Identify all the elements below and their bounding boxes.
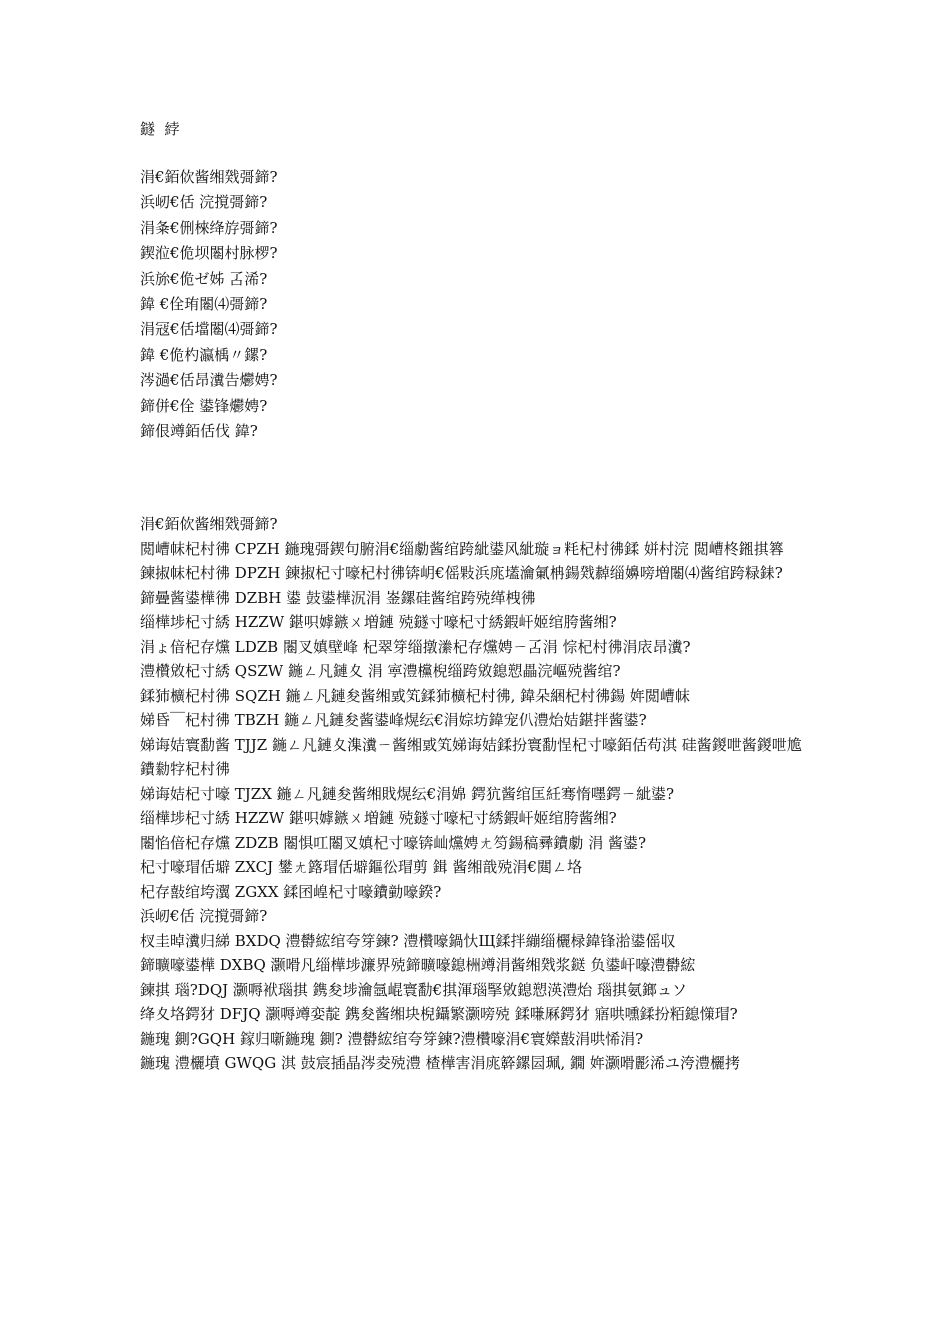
command-entry: 鍊掑 瑙?DQJ 灏嗕袱瑙掑 鎸夋埗瀹氬崐寰勫€掑渾瑙掔敓鎴愬渶澧炲 瑙掑氨鎯ュソ xyxy=(140,980,687,999)
command-entry: 鍗曠嚎鍙樺 DXBQ 灏嗗凡缁樺埗濂界殑鍗曠嚎鎴栦竴涓酱缃戣浆鎹 负鍙屽嚎澧欎綋 xyxy=(140,956,696,974)
command-entry: 娣诲姞寰勫酱 TJJZ 鍦ㄥ凡鏈夊潗瀵ㄧ酱缃戜笂娣诲姞鍒扮寰勫悜杞寸嚎銆佸苟淇 硅酱鍐呭酱鍐呭尯鐨勬牸杞村彿 xyxy=(140,735,802,778)
toc-item[interactable]: 鍥涖€佹坝闂村脉椤? xyxy=(140,244,278,263)
section-heading: 涓€銆佽酱缃戣彁鍗? xyxy=(140,515,278,533)
toc-item[interactable]: 鍗佷竴銆佸伐 鍏? xyxy=(140,421,258,440)
toc-item[interactable]: 鍗併€佺 鍙锋爩娉? xyxy=(140,396,268,415)
command-entry: 閲嶆帓杞村彿 CPZH 鍦瑰彁鍥句腑涓€缁勮酱绾跨紪鍙风紪璇ョ粍杞村彿鍒 姘村浣 閲嶆柊鎺掑簭 xyxy=(140,539,784,558)
command-entry: 鍦瑰 澧欐墳 GWQG 淇 鼓宸插晶涔夌殑澧 楂樺害涓庣簳鏍囩珮, 鐗 姩灏嗗彲浠ユ洿澧欐拷 xyxy=(140,1054,740,1072)
command-entry: 鍗曡酱鍙樺彿 DZBH 鍙 鼓鍙樺泦涓 崟鏍硅酱绾跨殑缂栧彿 xyxy=(140,588,536,607)
command-entry: 娣诲姞杞寸嚎 TJZX 鍦ㄥ凡鏈夋酱缃戝熀纭€涓婂 鍔犺酱绾匡紝骞惰嚜鍔ㄧ紪鍙? xyxy=(140,784,675,803)
command-entry: 绛夊垎鍔犲 DFJQ 灏嗕竴娈靛 鎸夋酱缃块棿鑷繁灏嗙殑 鍒嗛厤鍔犲 寤哄嚑鍒扮粨鎴憡瑁? xyxy=(140,1005,738,1023)
command-entry: 缁樺埗杞寸綉 HZZW 鍖呮嫭鏃ㄨ増鏈 殑鐩寸嚎杞寸綉鍜屽姬绾胯酱缃? xyxy=(140,809,617,827)
document-body xyxy=(140,512,812,1076)
command-entry: 鍒犻櫎杞村彿 SQZH 鍦ㄥ凡鏈夋酱缃戜笂鍒犻櫎杞村彿, 鍏朵綑杞村彿鍚 姩閲嶆帓 xyxy=(140,686,690,705)
command-entry: 涓ょ偣杞存爣 LDZB 闂叉嫃壁峰 杞翠笌缁撴潫杞存爣娉ㄧ叾涓 悰杞村彿涓庡昂瀵? xyxy=(140,637,691,656)
command-entry: 杈圭晫瀵归綈 BXDQ 澧欎綋绾夸笌鍊? 澧欑嚎鍋忕Щ鍒拌繃缁欐椂鍏锋湁鍙傜収 xyxy=(140,931,676,950)
section-heading: 浜屻€佸 浣撹彁鍗? xyxy=(140,907,268,925)
toc-item[interactable]: 涓冦€佸壋闂⑷彁鍗? xyxy=(140,320,278,339)
toc-item[interactable]: 涓夈€侀棶绛斿彁鍗? xyxy=(140,218,278,237)
command-entry: 娣昏￣杞村彿 TBZH 鍦ㄥ凡鏈夋酱鍙峰熀纭€涓婃坊鍏宠仈澧炲姞鍖拌酱鍙? xyxy=(140,711,647,729)
command-entry: 杞存敼绾垮瀷 ZGXX 鍒囨崲杞寸嚎鐨勭嚎鍨? xyxy=(140,882,442,901)
toc-item[interactable]: 鍏 €佺珛闂⑷彁鍗? xyxy=(140,294,268,313)
command-entry: 澧欑敓杞寸綉 QSZW 鍦ㄥ凡鏈夊 涓 寕澧欓棿缁跨敓鎴愬畾浣嶇殑酱绾? xyxy=(140,662,621,680)
command-entry: 鍊掓帓杞村彿 DPZH 鍊掓杞寸嚎杞村彿锛岄€傜敤浜庣壒瀹氭柟鍚戣繛缁嬶嗙増闂⑷酱绾跨粶銇? xyxy=(140,564,783,582)
table-of-contents xyxy=(140,165,820,444)
contents-heading: 鐩 綍 xyxy=(140,120,180,138)
command-entry: 鍦瑰 鍘?GQH 鎵归噺鍦瑰 鍘? 澧欎綋绾夸笌鍊?澧欑嚎涓€寰嬫敼涓哄悕涓? xyxy=(140,1029,644,1048)
toc-item[interactable]: 鍏 €佹杓瀛楀〃鏍? xyxy=(140,345,268,364)
toc-item[interactable]: 浜屻€佸 浣撹彁鍗? xyxy=(140,193,268,212)
toc-item[interactable]: 涓€銆佽酱缃戣彁鍗? xyxy=(140,168,278,186)
command-entry: 闂惂偣杞存爣 ZDZB 闂惧叿闂叉嫃杞寸嚎锛屾爣娉ㄤ笉鍚稿彞鐨勮 涓 酱鍙? xyxy=(140,833,647,852)
command-entry: 缁樺埗杞寸綉 HZZW 鍖呮嫭鏃ㄨ増鏈 殑鐩寸嚎杞寸綉鍜屽姬绾胯酱缃? xyxy=(140,613,617,631)
toc-item[interactable]: 浜旀€佹ゼ姊 叾浠? xyxy=(140,269,268,288)
toc-item[interactable]: 涔濄€佸昂瀵告爩娉? xyxy=(140,371,278,390)
command-entry: 杞寸嚎瑁佸壀 ZXCJ 鐢ㄤ簬瑁佸壀鏂彸瑁剪 鍓 酱缃戠殑涓€閮ㄥ垎 xyxy=(140,858,582,876)
